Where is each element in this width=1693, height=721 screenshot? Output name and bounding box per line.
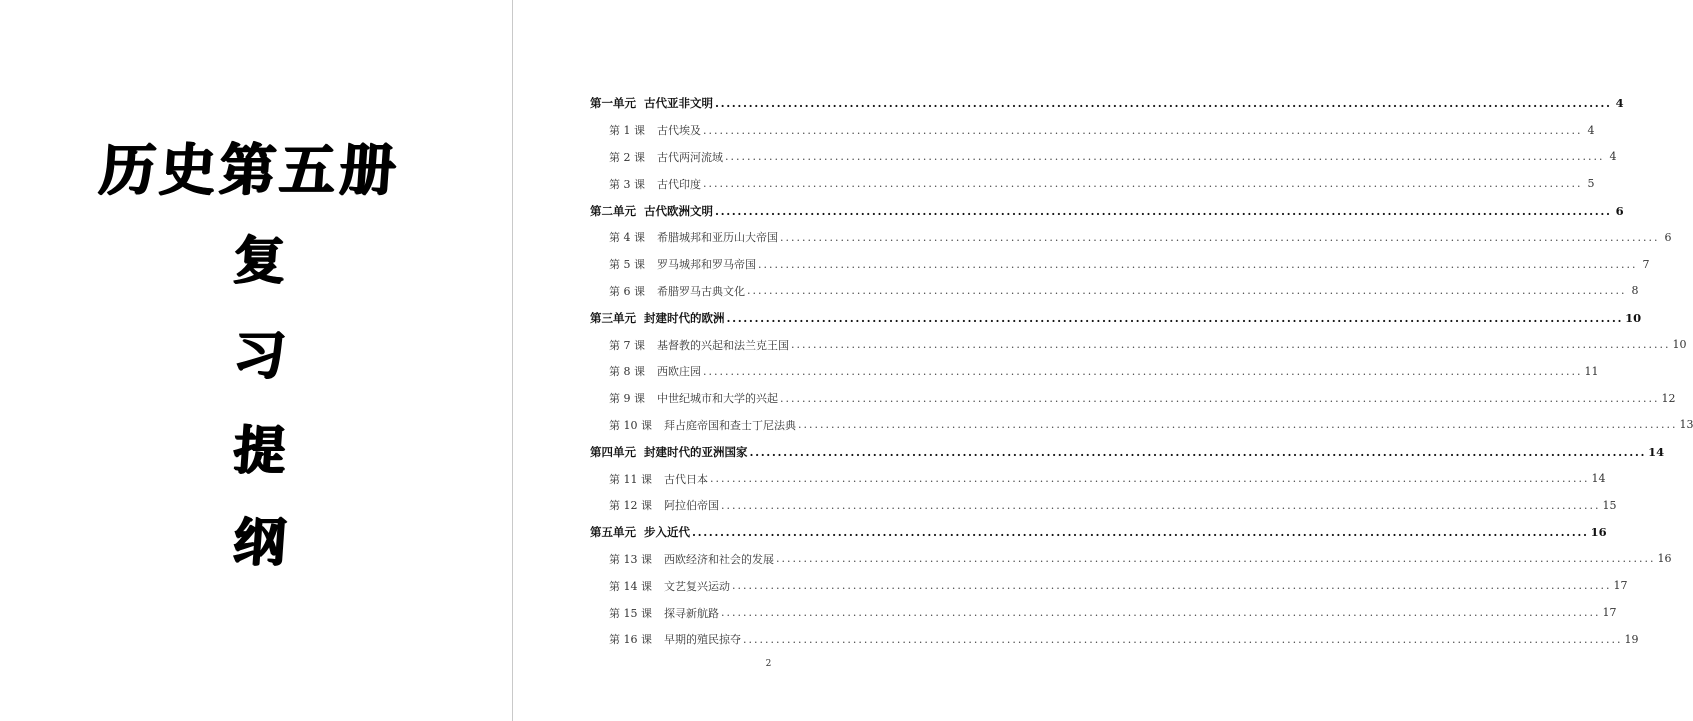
toc-lesson-entry[interactable] [590,331,1687,358]
toc-dot-leader: ................................................................................................................................................................ [726,310,1624,325]
toc-dot-leader: ................................................................................................................................................................ [758,257,1638,271]
toc-entry-title: 希腊罗马古典文化 [657,284,745,298]
toc-page-number: 8 [1631,284,1639,298]
toc-entry-title: 希腊城邦和亚历山大帝国 [657,231,778,245]
toc-page-number: 10 [1672,338,1687,352]
toc-entry-number: 第 15 课 [609,606,652,620]
toc-dot-leader: ................................................................................................................................................................ [715,96,1612,111]
cover-title-char: 习 [231,325,288,386]
toc-entry-number: 第 11 课 [609,472,652,486]
page-number: 2 [765,659,772,669]
toc-entry-title: 古代欧洲文明 [644,203,713,218]
toc-entry-title: 中世纪城市和大学的兴起 [657,392,778,406]
toc-entry-label [609,149,723,165]
toc-entry-label [590,524,690,540]
toc-entry-label [609,417,796,433]
toc-entry-number: 第 6 课 [609,284,645,298]
toc-entry-label [590,203,713,219]
toc-entry-number: 第 16 课 [609,633,652,647]
toc-unit-entry[interactable] [590,90,1624,117]
toc-page-number: 4 [1587,123,1595,137]
toc-page-number: 17 [1613,579,1628,593]
toc-page-number: 4 [1609,150,1617,164]
toc-page-number: 11 [1584,364,1599,378]
toc-lesson-entry[interactable] [590,492,1617,519]
toc-entry-title: 古代两河流域 [657,150,723,164]
toc-entry-label [609,363,701,379]
toc-entry-title: 古代亚非文明 [644,96,713,111]
toc-page-number: 5 [1587,177,1595,191]
toc-dot-leader: ................................................................................................................................................................ [710,472,1590,486]
toc-entry-label [609,605,719,621]
toc-lesson-entry[interactable] [590,144,1617,171]
toc-entry-number: 第二单元 [590,203,636,218]
toc-dot-leader: ................................................................................................................................................................ [725,150,1605,164]
toc-page-number: 17 [1602,606,1617,620]
toc-page-number: 16 [1590,525,1607,540]
toc-lesson-entry[interactable] [590,358,1599,385]
toc-page-number: 15 [1602,498,1617,512]
toc-entry-label [590,310,725,326]
toc-entry-number: 第 9 课 [609,392,645,406]
toc-lesson-entry[interactable] [590,546,1672,573]
toc-lesson-entry[interactable] [590,626,1639,653]
toc-lesson-entry[interactable] [590,412,1693,439]
toc-unit-entry[interactable] [590,438,1665,465]
toc-dot-leader: ................................................................................................................................................................ [721,498,1601,512]
cover-title-line: 历史第五册 [97,137,403,203]
toc-entry-title: 古代日本 [664,472,708,486]
toc-entry-label [609,337,789,353]
toc-entry-label [590,95,713,111]
toc-dot-leader: ................................................................................................................................................................ [703,364,1583,378]
toc-entry-label [590,444,748,460]
toc-page-number: 12 [1661,391,1676,405]
toc-entry-title: 阿拉伯帝国 [664,499,719,513]
toc-lesson-entry[interactable] [590,251,1650,278]
toc-page-number: 13 [1679,418,1693,432]
toc-entry-title: 西欧经济和社会的发展 [664,552,774,566]
toc-dot-leader: ................................................................................................................................................................ [703,123,1583,137]
toc-unit-entry[interactable] [590,519,1607,546]
toc-entry-label [609,229,778,245]
toc-unit-entry[interactable] [590,197,1624,224]
toc-lesson-entry[interactable] [590,385,1676,412]
toc-entry-label [609,176,701,192]
toc-entry-label [609,578,730,594]
toc-dot-leader: ................................................................................................................................................................ [743,632,1623,646]
toc-entry-number: 第 5 课 [609,258,645,272]
toc-entry-title: 早期的殖民掠夺 [664,633,741,647]
toc-entry-label [609,256,756,272]
cover-title-char: 复 [231,230,288,291]
toc-lesson-entry[interactable] [590,599,1617,626]
toc-entry-number: 第 2 课 [609,150,645,164]
toc-dot-leader: ................................................................................................................................................................ [780,391,1660,405]
toc-page-number: 10 [1625,310,1642,325]
toc-entry-label [609,283,745,299]
toc-entry-title: 基督教的兴起和法兰克王国 [657,338,789,352]
toc-dot-leader: ................................................................................................................................................................ [703,177,1583,191]
toc-entry-number: 第 4 课 [609,231,645,245]
toc-entry-title: 文艺复兴运动 [664,579,730,593]
toc-dot-leader: ................................................................................................................................................................ [715,203,1612,218]
toc-entry-number: 第五单元 [590,525,636,540]
toc-unit-entry[interactable] [590,304,1642,331]
toc-dot-leader: ................................................................................................................................................................ [776,552,1656,566]
toc-entry-label [609,631,741,647]
toc-entry-title: 古代印度 [657,177,701,191]
toc-page-number: 4 [1615,96,1624,111]
toc-entry-title: 封建时代的亚洲国家 [644,444,748,459]
toc-dot-leader: ................................................................................................................................................................ [732,579,1612,593]
toc-entry-number: 第一单元 [590,96,636,111]
toc-entry-number: 第 10 课 [609,418,652,432]
toc-entry-number: 第三单元 [590,310,636,325]
toc-entry-label [609,497,719,513]
toc-entry-label [609,551,774,567]
cover-title-char: 纲 [231,512,288,573]
toc-dot-leader: ................................................................................................................................................................ [780,230,1660,244]
toc-dot-leader: ................................................................................................................................................................ [747,284,1627,298]
toc-lesson-entry[interactable] [590,170,1595,197]
toc-entry-number: 第 3 课 [609,177,645,191]
toc-entry-title: 西欧庄园 [657,365,701,379]
toc-entry-label [609,122,701,138]
toc-lesson-entry[interactable] [590,572,1628,599]
toc-page-number: 14 [1591,472,1606,486]
toc-entry-number: 第 7 课 [609,338,645,352]
toc-dot-leader: ................................................................................................................................................................ [692,525,1589,540]
toc-entry-title: 封建时代的欧洲 [644,310,725,325]
toc-page-number: 6 [1664,230,1672,244]
cover-page [0,0,512,721]
toc-lesson-entry[interactable] [590,465,1606,492]
toc-entry-title: 拜占庭帝国和查士丁尼法典 [664,418,796,432]
toc-entry-title: 探寻新航路 [664,606,719,620]
toc-dot-leader: ................................................................................................................................................................ [798,418,1678,432]
toc-lesson-entry[interactable] [590,224,1672,251]
toc-entry-label [609,471,708,487]
toc-entry-title: 步入近代 [644,525,690,540]
toc-entry-number: 第 13 课 [609,552,652,566]
toc-entry-number: 第 8 课 [609,365,645,379]
toc-page-number: 19 [1624,632,1639,646]
toc-entry-title: 罗马城邦和罗马帝国 [657,258,756,272]
toc-page-number: 7 [1642,257,1650,271]
toc-page-number: 6 [1615,203,1624,218]
toc-page-number: 16 [1657,552,1672,566]
toc-page [513,0,1693,721]
toc-page-number: 14 [1648,444,1665,459]
toc-entry-number: 第 14 课 [609,579,652,593]
toc-lesson-entry[interactable] [590,117,1595,144]
toc-entry-number: 第四单元 [590,444,636,459]
toc-entry-label [609,390,778,406]
toc-dot-leader: ................................................................................................................................................................ [791,338,1671,352]
table-of-contents [590,90,1693,653]
toc-entry-number: 第 12 课 [609,499,652,513]
toc-dot-leader: ................................................................................................................................................................ [749,444,1647,459]
cover-title-char: 提 [231,420,288,481]
toc-entry-title: 古代埃及 [657,124,701,138]
toc-dot-leader: ................................................................................................................................................................ [721,606,1601,620]
toc-entry-number: 第 1 课 [609,124,645,138]
toc-lesson-entry[interactable] [590,278,1639,305]
